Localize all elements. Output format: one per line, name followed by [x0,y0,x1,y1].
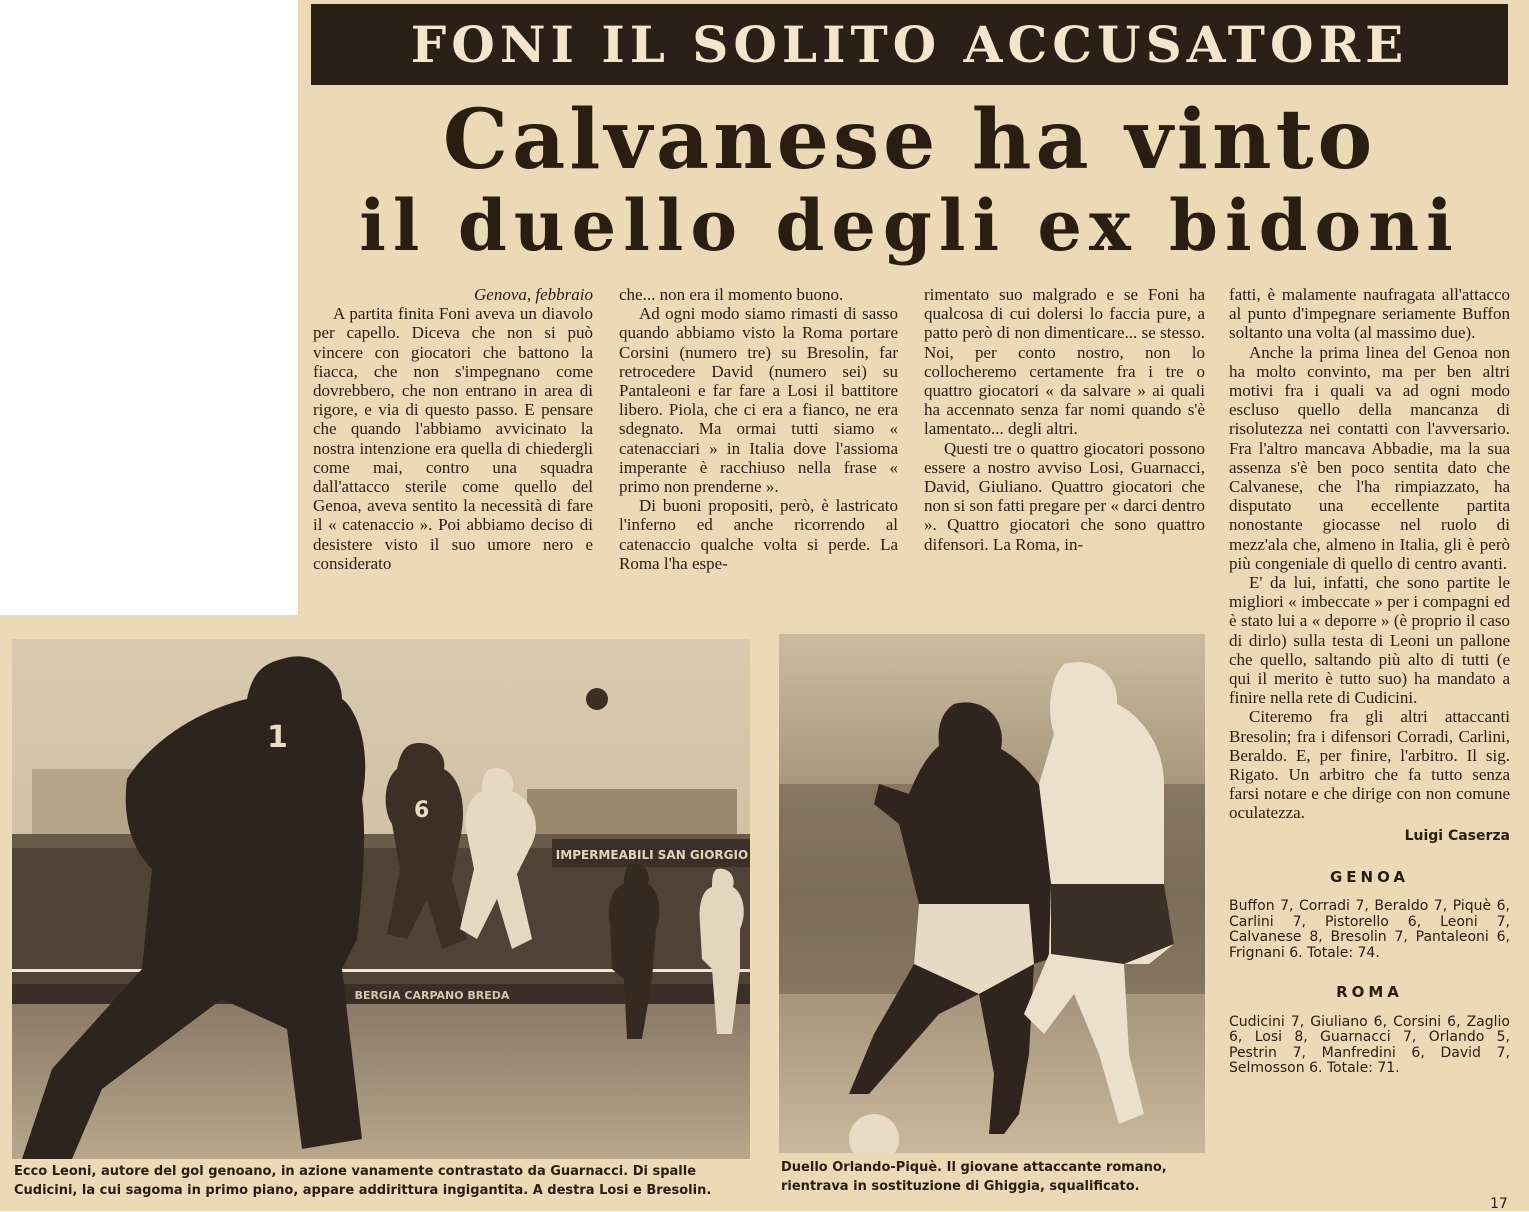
page-number: 17 [1490,1196,1508,1212]
photo-player-duel [779,634,1205,1153]
team-heading-roma: ROMA [1336,983,1403,1002]
article-column-3 [924,285,1205,554]
paragraph: fatti, è malamente naufragata all'attacco al punto d'impegnare seriamente Buffon soltanto una volta (al massimo due). [1229,285,1510,343]
paragraph: che... non era il momento buono. [619,285,844,304]
dateline: Genova, febbraio [474,285,593,304]
stadium-sign: IMPERMEABILI SAN GIORGIO [555,848,749,862]
author-signature: Luigi Caserza [1404,827,1510,844]
paragraph: A partita finita Foni aveva un diavolo per capello. Diceva che non si può vincere con giocatori che battono la fiacca, che non s'impegnano come dovrebbero, che non entrano in area di rigore, e via di questo passo. E pensare che quando l'abbiamo avvicinato la nostra intenzione era quella di chiedergli come mai, contro una squadra dall'attacco sterile come quello del Genoa, aveva sentito la necessità di fare il « catenaccio ». Poi abbiamo deciso di desistere visto il suo umore nero e considerato [313,304,593,573]
paragraph: E' da lui, infatti, che sono partite le migliori « imbeccate » per i compagni ed è stato lui a « deporre » (è proprio il caso di dirlo) sulla testa di Leoni un pallone che quello, saltando più alto di tutti (e qui il merito è tutto suo) ha mandato a finire nella rete di Cudicini. [1229,573,1510,708]
article-column-2 [619,285,898,573]
photo-caption-right: Duello Orlando-Piquè. Il giovane attaccante romano, rientrava in sostituzione di Ghiggia, squalificato. [781,1160,1167,1194]
photo-goal-action [12,639,750,1159]
paragraph: Ad ogni modo siamo rimasti di sasso quando abbiamo visto la Roma portare Corsini (numero tre) su Bresolin, far retrocedere David (numero sei) su Pantaleoni e far fare a Losi il battitore libero. Piola, che ci era a fianco, ne era sdegnato. Ma ormai tutti siamo « catenacciari » in Italia dove l'assioma imperante è racchiuso nella frase « primo non prenderne ». [619,304,898,497]
lineup-genoa: Buffon 7, Corradi 7, Beraldo 7, Piquè 6, Carlini 7, Pistorello 6, Leoni 7, Calvanese 8, Bresolin 7, Pantaleoni 6, Frignani 6. Totale: 74. [1229,898,1510,961]
paragraph: Di buoni propositi, però, è lastricato l'inferno ed anche ricorrendo al catenaccio qualche volta si perde. La Roma l'ha espe- [619,496,898,573]
lineup-roma: Cudicini 7, Giuliano 6, Corsini 6, Zaglio 6, Losi 8, Guarnacci 7, Orlando 5, Pestrin 7, Manfredini 6, David 7, Selmosson 6. Totale: 71. [1229,1013,1510,1077]
article-column-1 [313,285,593,573]
photo-goal-action-image [12,639,750,1159]
main-headline-line-2: il duello degli ex bidoni [359,184,1460,267]
photo-player-duel-image [779,634,1205,1153]
paragraph: rimentato suo malgrado e se Foni ha qualcosa di cui dolersi lo faccia pure, a patto però di non dimenticare... se stesso. Noi, per conto nostro, non lo collocheremo certamente fra i tre o quattro giocatori « da salvare » ai quali ha accennato senza far nomi quando s'è lamentato... degli altri. [924,285,1205,439]
photo-caption-left: Ecco Leoni, autore del gol genoano, in azione vanamente contrastato da Guarnacci. Di spalle Cudicini, la cui sagoma in primo piano, appare addirittura ingigantita. A destra Losi e Bresolin. [14,1164,712,1198]
keeper-jersey-number: 1 [267,720,288,755]
banner-headline: FONI IL SOLITO ACCUSATORE [311,4,1508,85]
main-headline-line-1: Calvanese ha vinto [442,92,1377,188]
paragraph: Citeremo fra gli altri attaccanti Bresolin; fra i difensori Corradi, Carlini, Beraldo. E, per finire, l'arbitro. Il sig. Rigato. Un arbitro che fa tutto senza farsi notare e che dirige con non comune oculatezza. [1229,707,1510,823]
paragraph: Anche la prima linea del Genoa non ha molto convinto, ma per ben altri motivi fra i quali va ad ogni modo escluso quello della mancanza di risolutezza nei contatti con l'avversario. Fra l'altro mancava Abbadie, ma la sua assenza s'è ben poco sentita dato che Calvanese, che l'ha rimpiazzato, ha disputato una eccellente partita nonostante giocasse nel ruolo di mezz'ala che, almeno in Italia, gli è però più congeniale di quello di centro avanti. [1229,342,1510,573]
article-column-4 [1229,285,1510,1077]
team-heading-genoa: GENOA [1329,867,1410,886]
paragraph: Questi tre o quattro giocatori possono essere a nostro avviso Losi, Guarnacci, David, Giuliano. Quattro giocatori che non si son fatti pregare per « darci dentro ». Quattro giocatori che sono quattro difensori. La Roma, in- [924,438,1205,554]
player-jersey-number: 6 [414,798,430,823]
ad-board: BERGIA CARPANO BREDA [354,989,510,1002]
